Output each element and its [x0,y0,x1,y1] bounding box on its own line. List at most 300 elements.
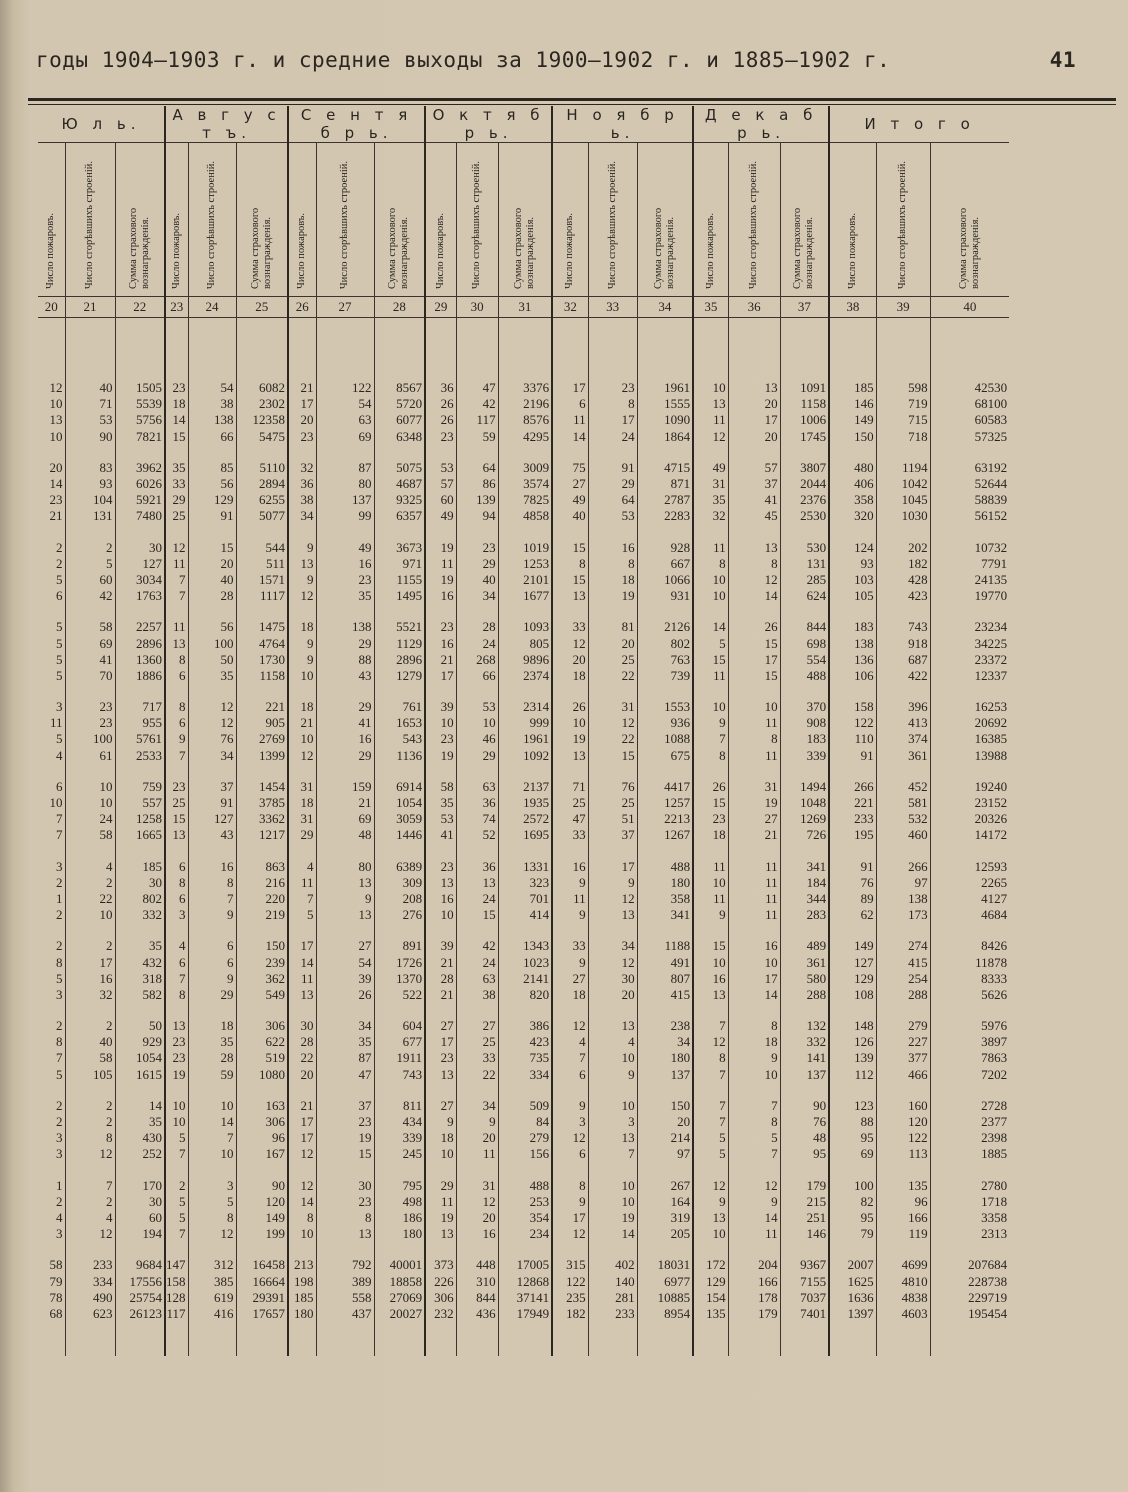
table-cell: 557 [115,795,165,811]
month-header: Н о я б р ь. [552,106,693,143]
table-cell: 68 [49,1305,63,1321]
table-cell: 2787 [637,492,693,508]
spacer-cell [728,604,780,619]
table-cell: 42530 [930,380,1009,396]
column-subheader [876,143,930,297]
table-cell: 2780 [930,1178,1009,1194]
table-cell: 1615 [115,1067,165,1083]
table-cell: 138 [876,891,930,907]
table-cell: 11 [425,556,456,572]
table-cell: 7 [165,572,188,588]
table-cell: 48 [780,1130,829,1146]
table-cell: 675 [637,748,693,764]
table-cell: 370 [780,699,829,715]
spacer-cell [498,923,552,938]
table-cell: 10 [288,668,316,684]
table-cell: 358 [829,492,876,508]
table-cell: 36 [288,476,316,492]
table-cell: 5 [56,970,63,986]
table-cell: 430 [115,1130,165,1146]
table-cell: 1961 [637,380,693,396]
table-cell: 2257 [115,619,165,635]
table-cell: 27 [552,971,588,987]
table-cell: 39 [316,971,374,987]
table-cell: 4417 [637,779,693,795]
table-cell: 138 [316,619,374,635]
spacer-cell [693,525,728,540]
table-cell: 23 [425,731,456,747]
table-cell: 396 [876,699,930,715]
spacer-cell [425,1083,456,1098]
table-row [38,396,1009,412]
table-cell: 3358 [930,1210,1009,1226]
table-cell: 18031 [637,1257,693,1273]
table-cell: 1885 [930,1146,1009,1162]
column-subheader-label: Сумма страхового вознагражденія. [127,207,151,289]
table-cell: 13 [425,1067,456,1083]
table-cell: 5976 [930,1018,1009,1034]
table-cell: 5 [693,635,728,651]
table-cell: 95 [829,1130,876,1146]
table-cell: 9 [693,907,728,923]
table-cell: 26 [425,412,456,428]
table-cell: 31 [693,476,728,492]
spacer-row [38,764,1009,779]
spacer-row [38,604,1009,619]
table-cell: 1088 [637,731,693,747]
column-subheader [728,143,780,297]
table-cell: 21 [425,954,456,970]
table-cell: 47 [456,380,498,396]
table-cell: 415 [876,954,930,970]
table-cell: 35 [693,492,728,508]
table-cell: 60 [65,572,115,588]
spacer-cell [188,604,236,619]
table-cell: 24135 [930,572,1009,588]
column-subheader [288,143,316,297]
table-cell: 677 [374,1034,425,1050]
table-cell: 56152 [930,508,1009,524]
table-cell: 1158 [780,396,829,412]
table-cell: 63 [456,779,498,795]
column-number: 25 [236,297,288,318]
table-cell: 11 [693,540,728,556]
spacer-cell [425,1163,456,1178]
table-cell: 64 [456,460,498,476]
table-cell: 182 [552,1306,588,1322]
table-cell: 13 [693,396,728,412]
column-subheader [38,143,65,297]
table-cell: 549 [236,987,288,1003]
table-cell: 124 [829,540,876,556]
spacer-cell [456,923,498,938]
spacer-cell [637,923,693,938]
table-cell: 253 [498,1194,552,1210]
table-row [38,1146,1009,1162]
table-cell: 14 [188,1114,236,1130]
table-cell: 104 [65,492,115,508]
table-cell: 13 [165,827,188,843]
table-cell: 34 [316,1018,374,1034]
table-cell: 1023 [498,954,552,970]
table-cell: 10732 [930,540,1009,556]
table-cell: 11 [728,907,780,923]
table-cell: 7 [588,1146,637,1162]
table-cell: 2398 [930,1130,1009,1146]
table-cell: 19 [316,1130,374,1146]
table-cell: 7 [188,891,236,907]
table-cell: 9 [165,731,188,747]
table-cell: 315 [552,1257,588,1273]
table-cell: 40 [65,1034,115,1050]
spacer-cell [316,445,374,460]
table-cell: 34 [456,588,498,604]
table-cell: 84 [498,1114,552,1130]
table-cell: 91 [829,859,876,875]
table-cell: 863 [236,859,288,875]
table-cell: 999 [498,715,552,731]
table-cell: 3 [56,858,63,874]
spacer-cell [316,923,374,938]
table-cell: 266 [876,859,930,875]
spacer-cell [425,604,456,619]
spacer-cell [588,1163,637,1178]
table-cell: 53 [588,508,637,524]
table-cell: 3009 [498,460,552,476]
table-cell: 78 [49,1289,63,1305]
table-cell: 30 [115,1194,165,1210]
spacer-cell [38,604,65,619]
table-cell: 10 [552,715,588,731]
spacer-cell [65,445,115,460]
spacer-cell [236,764,288,779]
table-cell: 50 [115,1018,165,1034]
table-cell: 69 [829,1146,876,1162]
table-cell: 667 [637,556,693,572]
spacer-cell [637,445,693,460]
table-cell: 29 [425,1178,456,1194]
table-cell: 122 [316,380,374,396]
table-cell: 6 [165,859,188,875]
table-row [38,779,1009,795]
table-cell: 936 [637,715,693,731]
spacer-cell [876,445,930,460]
month-header: И т о г о [829,106,1009,143]
spacer-cell [876,1322,930,1356]
table-cell: 53 [425,811,456,827]
spacer-cell [588,764,637,779]
table-cell: 37 [188,779,236,795]
spacer-cell [188,1003,236,1018]
table-row [38,492,1009,508]
table-cell: 91 [188,508,236,524]
table-cell: 16 [425,891,456,907]
table-cell: 6 [165,954,188,970]
table-cell: 415 [637,987,693,1003]
table-cell: 7 [65,1178,115,1194]
table-cell: 11 [728,891,780,907]
table-cell: 25 [552,795,588,811]
column-subheader-label: Число пожаровъ. [434,213,446,289]
table-cell: 21 [49,508,63,524]
spacer-cell [425,923,456,938]
table-cell: 11 [728,748,780,764]
table-cell: 7 [693,1114,728,1130]
table-row [38,1114,1009,1130]
table-cell: 1091 [780,380,829,396]
table-cell: 20 [637,1114,693,1130]
column-subheader [829,143,876,297]
table-cell: 1864 [637,429,693,445]
table-cell: 2572 [498,811,552,827]
table-cell: 27 [456,1018,498,1034]
table-cell: 33 [552,619,588,635]
table-cell: 717 [115,699,165,715]
table-cell: 12 [693,1034,728,1050]
spacer-cell [728,1163,780,1178]
table-cell: 11 [165,619,188,635]
table-cell: 332 [115,907,165,923]
table-cell: 341 [637,907,693,923]
table-cell: 2007 [829,1257,876,1273]
table-cell: 5761 [115,731,165,747]
table-row [38,1226,1009,1242]
table-cell: 4 [65,859,115,875]
table-cell: 4 [56,1209,63,1225]
table-cell: 26123 [115,1306,165,1322]
spacer-cell [829,318,876,381]
table-cell: 1475 [236,619,288,635]
table-cell: 955 [115,715,165,731]
table-cell: 20326 [930,811,1009,827]
table-cell: 2 [65,938,115,954]
table-cell: 10 [65,779,115,795]
table-cell: 251 [780,1210,829,1226]
spacer-cell [115,445,165,460]
table-cell: 15 [552,572,588,588]
table-cell: 2 [65,540,115,556]
table-cell: 76 [588,779,637,795]
table-cell: 47 [316,1067,374,1083]
table-cell: 18 [588,572,637,588]
table-cell: 18 [552,987,588,1003]
spacer-cell [425,684,456,699]
table-cell: 4 [588,1034,637,1050]
table-cell: 22 [588,668,637,684]
column-number-row [38,297,1009,318]
table-cell: 9 [188,971,236,987]
table-cell: 2101 [498,572,552,588]
spacer-cell [456,1163,498,1178]
table-body [38,318,1009,1357]
spacer-cell [780,604,829,619]
table-cell: 85 [188,460,236,476]
table-cell: 1194 [876,460,930,476]
spacer-cell [498,844,552,859]
table-cell: 135 [693,1306,728,1322]
table-cell: 39 [425,699,456,715]
table-cell: 13 [316,907,374,923]
table-cell: 7202 [930,1067,1009,1083]
table-cell: 147 [165,1257,188,1273]
table-cell: 2376 [780,492,829,508]
table-row [38,1290,1009,1306]
table-cell: 15 [188,540,236,556]
table-cell: 1158 [236,668,288,684]
spacer-cell [588,604,637,619]
table-cell: 761 [374,699,425,715]
spacer-cell [693,684,728,699]
table-cell: 2 [56,539,63,555]
table-cell: 10 [693,699,728,715]
table-cell: 5075 [374,460,425,476]
table-cell: 24 [456,954,498,970]
table-cell: 17 [552,1210,588,1226]
table-cell: 10 [165,1098,188,1114]
table-cell: 1257 [637,795,693,811]
spacer-cell [728,1322,780,1356]
table-cell: 312 [188,1257,236,1273]
table-cell: 1 [56,890,63,906]
table-cell: 19 [588,1210,637,1226]
table-cell: 16 [552,859,588,875]
spacer-cell [829,1083,876,1098]
spacer-cell [552,923,588,938]
spacer-cell [374,318,425,381]
table-cell: 9 [728,1194,780,1210]
table-cell: 14 [288,954,316,970]
table-cell: 40 [188,572,236,588]
column-number: 40 [930,297,1009,318]
table-cell: 12 [188,715,236,731]
spacer-cell [728,1003,780,1018]
table-row [38,380,1009,396]
column-subheader-label: Число пожаровъ. [296,213,308,289]
table-cell: 17556 [115,1273,165,1289]
table-cell: 221 [829,795,876,811]
table-cell: 15 [693,795,728,811]
table-cell: 238 [637,1018,693,1034]
table-cell: 17 [552,380,588,396]
spacer-cell [728,318,780,381]
table-cell: 26 [728,619,780,635]
table-cell: 1935 [498,795,552,811]
table-cell: 69 [316,429,374,445]
table-cell: 95 [780,1146,829,1162]
spacer-cell [115,604,165,619]
column-number: 32 [552,297,588,318]
table-cell: 2196 [498,396,552,412]
table-cell: 24 [456,891,498,907]
table-cell: 7 [56,827,63,843]
table-cell: 339 [374,1130,425,1146]
table-row [38,572,1009,588]
table-cell: 16385 [930,731,1009,747]
table-cell: 8 [728,1114,780,1130]
table-cell: 59 [188,1067,236,1083]
spacer-cell [456,1242,498,1257]
table-cell: 374 [876,731,930,747]
spacer-cell [930,1242,1009,1257]
table-row [38,1018,1009,1034]
spacer-cell [374,923,425,938]
table-cell: 29 [456,748,498,764]
spacer-cell [288,1083,316,1098]
table-cell: 309 [374,875,425,891]
column-subheader-label: Число сгорѣвшихъ строеній. [606,160,618,289]
table-cell: 8 [65,1130,115,1146]
spacer-cell [637,1163,693,1178]
table-row [38,460,1009,476]
table-cell: 480 [829,460,876,476]
table-cell: 23 [165,380,188,396]
spacer-cell [693,445,728,460]
table-cell: 13 [425,875,456,891]
table-cell: 434 [374,1114,425,1130]
table-cell: 35 [188,668,236,684]
spacer-cell [637,684,693,699]
table-cell: 202 [876,540,930,556]
table-cell: 27 [425,1098,456,1114]
spacer-cell [780,318,829,381]
table-cell: 10 [728,699,780,715]
spacer-cell [316,1322,374,1356]
spacer-cell [552,604,588,619]
table-cell: 5077 [236,508,288,524]
table-cell: 15 [165,811,188,827]
table-cell: 47 [552,811,588,827]
table-cell: 27 [728,811,780,827]
table-cell: 759 [115,779,165,795]
table-cell: 3 [56,986,63,1002]
table-cell: 160 [876,1098,930,1114]
table-cell: 180 [374,1226,425,1242]
table-cell: 3962 [115,460,165,476]
column-subheader-label: Число сгорѣвшихъ строеній. [206,160,218,289]
spacer-cell [780,1322,829,1356]
table-cell: 129 [188,492,236,508]
table-cell: 42 [456,396,498,412]
table-cell: 91 [188,795,236,811]
month-header-row [38,106,1009,143]
table-cell: 88 [316,652,374,668]
table-cell: 138 [829,635,876,651]
table-row [38,1273,1009,1289]
table-row [38,652,1009,668]
table-cell: 41 [316,715,374,731]
table-cell: 23 [316,1194,374,1210]
table-cell: 18858 [374,1273,425,1289]
table-cell: 112 [829,1067,876,1083]
table-cell: 2313 [930,1226,1009,1242]
table-cell: 624 [780,588,829,604]
table-cell: 10 [456,715,498,731]
spacer-cell [498,525,552,540]
spacer-cell [374,1083,425,1098]
table-cell: 466 [876,1067,930,1083]
table-cell: 123 [829,1098,876,1114]
table-cell: 56 [188,476,236,492]
spacer-cell [728,684,780,699]
table-cell: 28 [188,1050,236,1066]
table-cell: 389 [316,1273,374,1289]
table-cell: 1553 [637,699,693,715]
spacer-cell [876,1083,930,1098]
table-cell: 17657 [236,1306,288,1322]
table-row [38,588,1009,604]
statistics-table [38,106,1009,1356]
table-cell: 7 [56,811,63,827]
